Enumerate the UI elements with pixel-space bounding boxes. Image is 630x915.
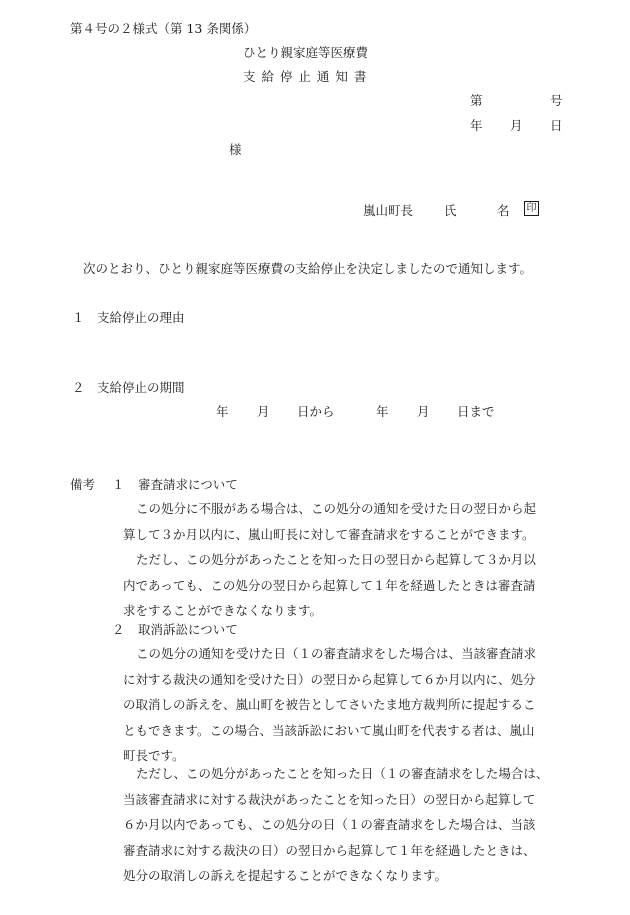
period-from-year: 年 — [216, 404, 229, 419]
note2-paragraph1 — [123, 641, 536, 769]
issuer-name-label-2: 名 — [497, 203, 510, 218]
document-title-line1: ひとり親家庭等医療費 — [243, 45, 369, 60]
period-to-month: 月 — [417, 404, 430, 419]
note2-paragraph2-line: ただし、この処分があったことを知った日（１の審査請求をした場合は、 — [136, 766, 549, 781]
addressee-suffix: 様 — [229, 142, 242, 157]
note2-paragraph1-line: の取消しの訴えを、嵐山町を被告としてさいたま地方裁判所に提起するこ — [123, 697, 536, 712]
note2-title: 取消訴訟について — [138, 622, 238, 637]
issuer-name-label-1: 氏 — [444, 203, 457, 218]
issuer-title: 嵐山町長 — [363, 203, 414, 218]
note1-paragraph2-line: 内であっても、この処分の翌日から起算して１年を経過したときは審査請 — [123, 577, 536, 593]
seal-mark: 印 — [524, 201, 539, 216]
note1-title: 審査請求について — [138, 477, 238, 492]
note2-paragraph1-line: に対する裁決の通知を受けた日）の翌日から起算して６か月以内に、処分 — [123, 671, 536, 687]
note1-number: １ — [112, 477, 125, 492]
section1-label: 支給停止の理由 — [97, 310, 185, 325]
note1-paragraph1-line: 算して３か月以内に、嵐山町長に対して審査請求をすることができます。 — [123, 526, 535, 542]
section2-label: 支給停止の期間 — [97, 380, 185, 395]
note2-paragraph2-line: 処分の取消しの訴えを提起することができなくなります。 — [123, 868, 448, 883]
note1-paragraph2-line: ただし、この処分があったことを知った日の翌日から起算して３か月以 — [136, 552, 536, 567]
note2-paragraph1-line: この処分の通知を受けた日（１の審査請求をした場合は、当該審査請求 — [136, 646, 537, 661]
form-number: 第４号の２様式（第 13 条関係） — [70, 21, 257, 36]
note1-paragraph1-line: この処分に不服がある場合は、この処分の通知を受けた日の翌日から起 — [136, 501, 537, 516]
note1-paragraph2 — [123, 547, 536, 624]
note2-paragraph2-line: 審査請求に対する裁決の日）の翌日から起算して１年を経過したときは、 — [123, 842, 536, 858]
date-year: 年 — [470, 118, 483, 133]
period-from-day: 日から — [297, 404, 335, 419]
note1-paragraph2-line: 求をすることができなくなります。 — [123, 603, 323, 618]
section1-number: １ — [72, 310, 85, 325]
note1-paragraph1 — [123, 496, 536, 547]
period-to-year: 年 — [376, 404, 389, 419]
note2-paragraph2-line: 当該審査請求に対する裁決があったことを知った日）の翌日から起算して — [123, 791, 536, 807]
document-number-prefix: 第 — [470, 93, 483, 108]
note2-number: ２ — [112, 622, 125, 637]
note2-paragraph1-line: ともできます。この場合、当該訴訟において嵐山町を代表する者は、嵐山 — [123, 722, 535, 738]
date-month: 月 — [510, 118, 523, 133]
note2-paragraph1-line: 町長です。 — [123, 748, 185, 763]
intro-text: 次のとおり、ひとり親家庭等医療費の支給停止を決定しましたので通知します。 — [83, 261, 533, 276]
period-from-month: 月 — [257, 404, 270, 419]
notes-label: 備考 — [70, 477, 96, 492]
note2-paragraph2-line: ６か月以内であっても、この処分の日（１の審査請求をした場合は、当該 — [123, 817, 536, 832]
date-day: 日 — [550, 118, 563, 133]
note2-paragraph2 — [123, 761, 548, 889]
period-to-day: 日まで — [457, 404, 495, 419]
document-number-suffix: 号 — [550, 93, 563, 108]
document-title-line2: 支 給 停 止 通 知 書 — [243, 69, 368, 84]
section2-number: ２ — [72, 380, 85, 395]
